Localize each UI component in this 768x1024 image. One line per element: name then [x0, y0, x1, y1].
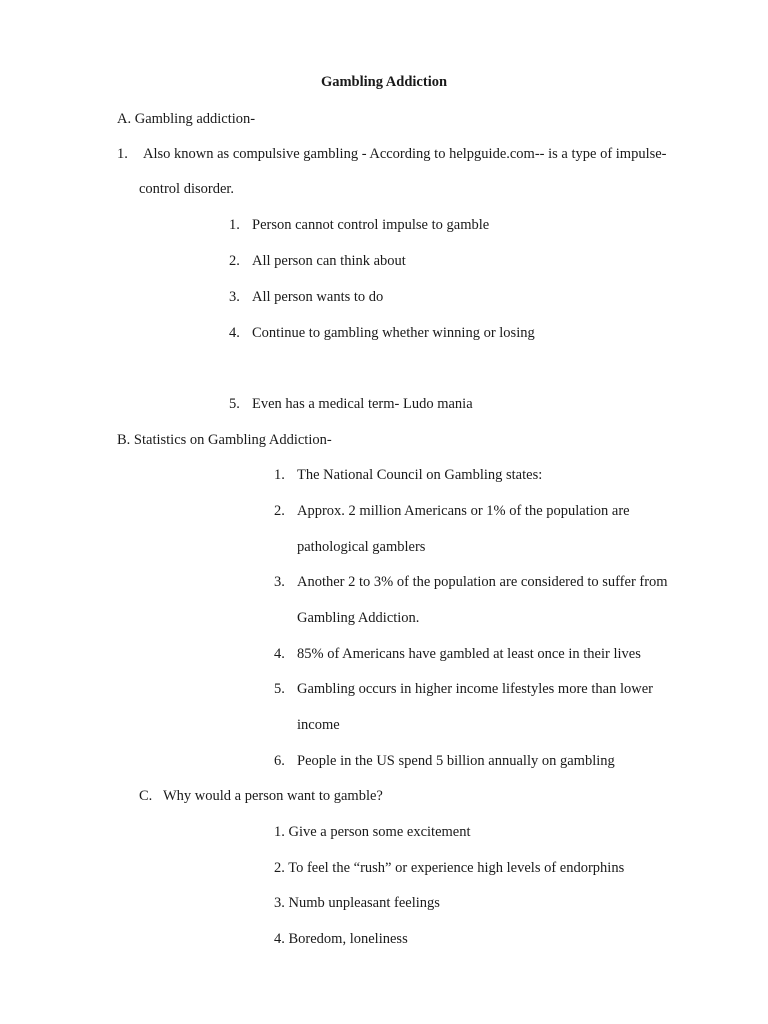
- section-c-marker: C.: [139, 788, 153, 804]
- section-a-item-marker: 2.: [229, 253, 240, 269]
- section-b-item-continuation: pathological gamblers: [297, 539, 426, 555]
- section-c-heading: Why would a person want to gamble?: [163, 788, 383, 804]
- section-a-item-text: All person can think about: [252, 253, 406, 269]
- section-b-item-text: 85% of Americans have gambled at least once in their lives: [297, 646, 641, 662]
- section-a-item-text: Person cannot control impulse to gamble: [252, 217, 490, 233]
- section-a-main-item-marker: 1.: [117, 146, 128, 162]
- section-a-item-text: All person wants to do: [252, 289, 384, 305]
- section-c-item: 2. To feel the “rush” or experience high levels of endorphins: [274, 860, 625, 876]
- section-b-item-text: The National Council on Gambling states:: [297, 467, 543, 483]
- section-a-item-marker: 5.: [229, 396, 240, 412]
- section-a-item-marker: 4.: [229, 325, 240, 341]
- section-a-main-item-line1: Also known as compulsive gambling - According to helpguide.com-- is a type of impulse-: [143, 146, 667, 162]
- section-b-item-marker: 2.: [274, 503, 285, 519]
- section-b-item-continuation: Gambling Addiction.: [297, 610, 420, 626]
- section-b-item-marker: 3.: [274, 574, 285, 590]
- section-c-item: 3. Numb unpleasant feelings: [274, 895, 440, 911]
- section-a-item-marker: 1.: [229, 217, 240, 233]
- section-b-item-marker: 1.: [274, 467, 285, 483]
- section-a-heading: A. Gambling addiction-: [117, 111, 256, 127]
- section-b-item-marker: 5.: [274, 681, 285, 697]
- section-b-heading: B. Statistics on Gambling Addiction-: [117, 432, 332, 448]
- section-a-main-item-line2: control disorder.: [139, 181, 235, 197]
- section-b-item-text: Another 2 to 3% of the population are considered to suffer from: [297, 574, 668, 590]
- section-b-item-continuation: income: [297, 717, 340, 733]
- section-b-item-marker: 6.: [274, 753, 285, 769]
- section-c-item: 1. Give a person some excitement: [274, 824, 471, 840]
- section-a-item-text: Even has a medical term- Ludo mania: [252, 396, 473, 412]
- section-a-item-marker: 3.: [229, 289, 240, 305]
- section-a-item-text: Continue to gambling whether winning or losing: [252, 325, 535, 341]
- section-b-item-text: People in the US spend 5 billion annually on gambling: [297, 753, 615, 769]
- section-c-item: 4. Boredom, loneliness: [274, 931, 408, 947]
- section-b-item-text: Gambling occurs in higher income lifestyles more than lower: [297, 681, 653, 697]
- section-b-item-text: Approx. 2 million Americans or 1% of the population are: [297, 503, 630, 519]
- section-b-item-marker: 4.: [274, 646, 285, 662]
- page-title: Gambling Addiction: [320, 74, 448, 90]
